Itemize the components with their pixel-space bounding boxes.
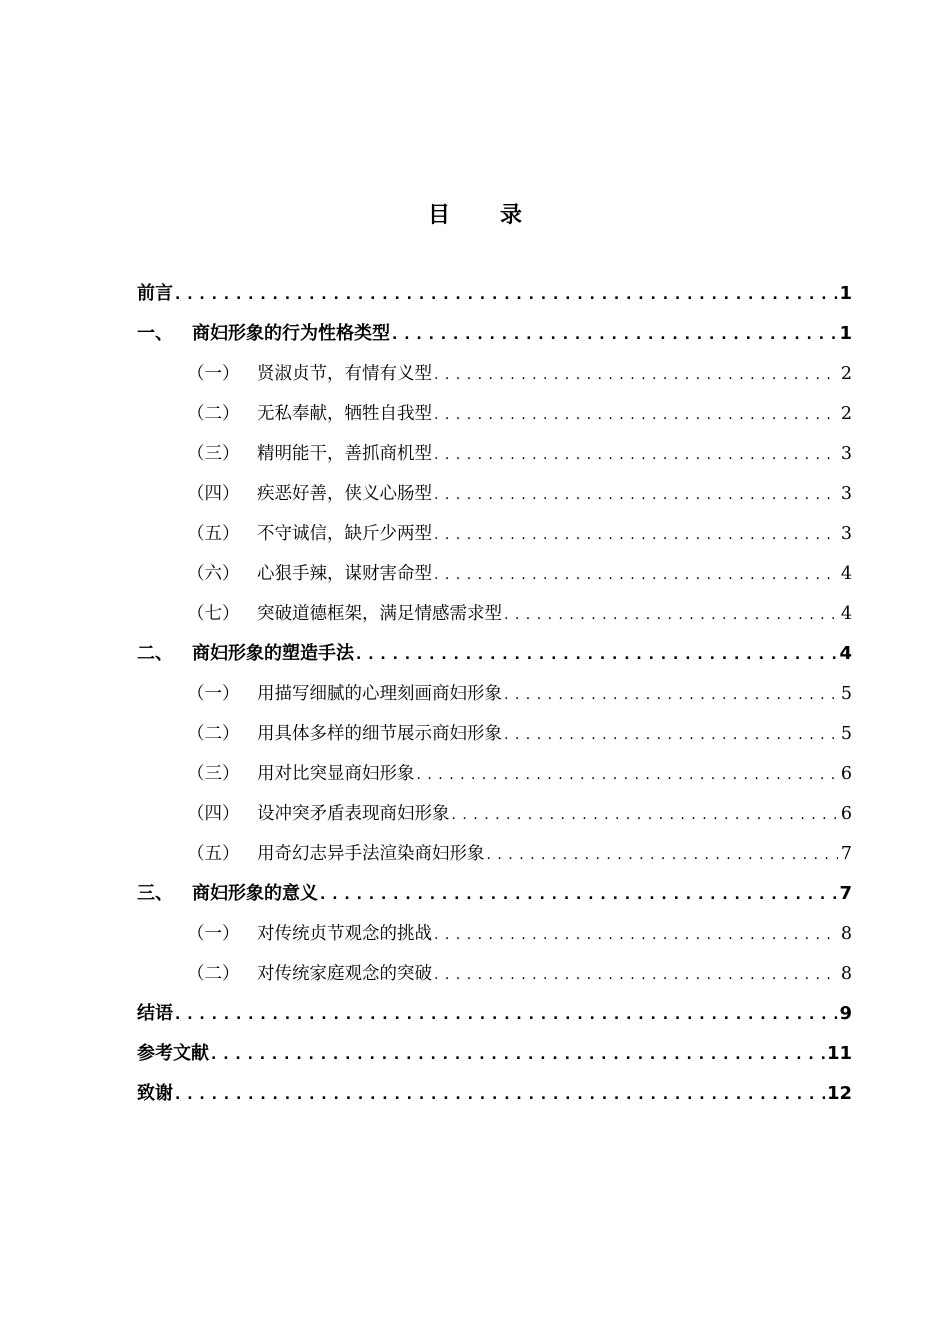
toc-entry-label: 突破道德框架，满足情感需求型 [257, 604, 502, 624]
toc-page-number: 9 [839, 1003, 852, 1024]
toc-title: 目录 [427, 203, 572, 228]
toc-page-number: 6 [840, 764, 852, 784]
toc-dot-leader [392, 324, 837, 344]
toc-dot-leader [434, 404, 838, 424]
toc-entry[interactable] [137, 674, 852, 714]
toc-entry[interactable] [137, 634, 852, 674]
toc-entry[interactable] [137, 954, 852, 994]
toc-entry-label: 商妇形象的塑造手法 [192, 643, 354, 664]
toc-entry-label: 致谢 [137, 1083, 173, 1104]
toc-entry[interactable] [137, 714, 852, 754]
toc-page-number: 8 [840, 924, 852, 944]
toc-entry-label: 精明能干，善抓商机型 [257, 444, 432, 464]
toc-entry-number: （六） [187, 564, 240, 584]
toc-page-number: 2 [840, 364, 852, 384]
toc-dot-leader [434, 444, 838, 464]
toc-entry[interactable] [137, 754, 852, 794]
toc-entry-label: 用具体多样的细节展示商妇形象 [257, 724, 502, 744]
toc-entry[interactable] [137, 394, 852, 434]
toc-page-number: 7 [840, 844, 852, 864]
toc-entry[interactable] [137, 514, 852, 554]
toc-entry-label: 贤淑贞节，有情有义型 [257, 364, 432, 384]
toc-page-number: 11 [826, 1043, 852, 1064]
toc-entry-number: 二、 [137, 643, 173, 664]
toc-dot-leader [434, 364, 838, 384]
toc-dot-leader [320, 884, 837, 904]
toc-page-number: 8 [840, 964, 852, 984]
toc-entry-number: （一） [187, 684, 240, 704]
toc-dot-leader [356, 644, 837, 664]
toc-entry-label: 结语 [137, 1003, 173, 1024]
toc-dot-leader [504, 684, 838, 704]
toc-entry-number: （五） [187, 844, 240, 864]
toc-entry-number: （一） [187, 924, 240, 944]
toc-entry[interactable] [137, 314, 852, 354]
toc-entry-number: （七） [187, 604, 240, 624]
toc-entry-label: 对传统家庭观念的突破 [257, 964, 432, 984]
toc-entry-label: 商妇形象的意义 [192, 883, 318, 904]
toc-entry[interactable] [137, 274, 852, 314]
toc-entry-label: 疾恶好善，侠义心肠型 [257, 484, 432, 504]
toc-dot-leader [175, 1084, 825, 1104]
toc-entry-label: 用描写细腻的心理刻画商妇形象 [257, 684, 502, 704]
toc-page-number: 5 [840, 684, 852, 704]
toc-entry-number: （一） [187, 364, 240, 384]
toc-entry-number: 三、 [137, 883, 173, 904]
toc-entry[interactable] [137, 1034, 852, 1074]
toc-page-number: 4 [839, 643, 852, 664]
toc-entry-label: 用奇幻志异手法渲染商妇形象 [257, 844, 485, 864]
toc-entry-number: （四） [187, 484, 240, 504]
toc-entry[interactable] [137, 914, 852, 954]
toc-page-number: 3 [840, 444, 852, 464]
toc-page-number: 6 [840, 804, 852, 824]
toc-dot-leader [175, 284, 837, 304]
toc-entry[interactable] [137, 874, 852, 914]
toc-dot-leader [211, 1044, 825, 1064]
toc-dot-leader [434, 524, 838, 544]
toc-entry[interactable] [137, 994, 852, 1034]
toc-page-number: 3 [840, 484, 852, 504]
toc-entry-label: 设冲突矛盾表现商妇形象 [257, 804, 450, 824]
toc-entry-number: （二） [187, 404, 240, 424]
toc-dot-leader [175, 1004, 837, 1024]
toc-dot-leader [434, 964, 838, 984]
toc-entry[interactable] [137, 594, 852, 634]
toc-page-number: 12 [826, 1083, 852, 1104]
toc-page-number: 4 [840, 564, 852, 584]
toc-entry[interactable] [137, 794, 852, 834]
toc-entry-label: 参考文献 [137, 1043, 209, 1064]
toc-entry-number: （四） [187, 804, 240, 824]
toc-entry[interactable] [137, 834, 852, 874]
toc-page-number: 1 [839, 323, 852, 344]
toc-page-number: 7 [839, 883, 852, 904]
toc-dot-leader [434, 564, 838, 584]
toc-page-number: 2 [840, 404, 852, 424]
toc-entry-label: 心狠手辣，谋财害命型 [257, 564, 432, 584]
toc-dot-leader [434, 484, 838, 504]
toc-entry-number: （二） [187, 964, 240, 984]
toc-entry[interactable] [137, 1074, 852, 1114]
toc-entry-number: 一、 [137, 323, 173, 344]
toc-entry[interactable] [137, 434, 852, 474]
toc-dot-leader [452, 804, 839, 824]
toc-dot-leader [434, 924, 838, 944]
toc-entry-label: 对传统贞节观念的挑战 [257, 924, 432, 944]
toc-entry-number: （五） [187, 524, 240, 544]
toc-entry[interactable] [137, 554, 852, 594]
toc-entry-label: 不守诚信，缺斤少两型 [257, 524, 432, 544]
toc-entry[interactable] [137, 354, 852, 394]
toc-dot-leader [504, 604, 838, 624]
toc-page-number: 1 [839, 283, 852, 304]
toc-dot-leader [487, 844, 839, 864]
toc-entry-number: （三） [187, 764, 240, 784]
table-of-contents [137, 274, 852, 1114]
toc-entry-label: 商妇形象的行为性格类型 [192, 323, 390, 344]
toc-page-number: 5 [840, 724, 852, 744]
toc-entry-label: 用对比突显商妇形象 [257, 764, 415, 784]
toc-entry-number: （三） [187, 444, 240, 464]
toc-entry-label: 前言 [137, 283, 173, 304]
toc-entry[interactable] [137, 474, 852, 514]
toc-dot-leader [417, 764, 839, 784]
toc-page-number: 3 [840, 524, 852, 544]
toc-entry-number: （二） [187, 724, 240, 744]
toc-entry-label: 无私奉献，牺牲自我型 [257, 404, 432, 424]
toc-page-number: 4 [840, 604, 852, 624]
toc-dot-leader [504, 724, 838, 744]
